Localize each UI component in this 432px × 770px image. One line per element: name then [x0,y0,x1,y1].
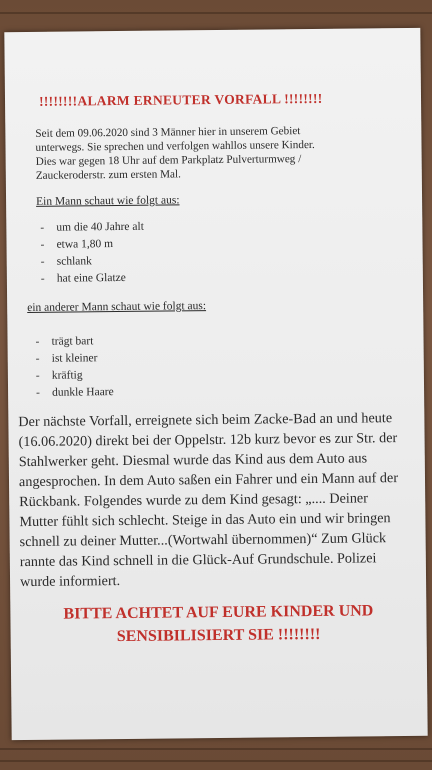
paper-flyer [4,28,427,740]
list-item: - kräftig [35,369,83,382]
body-line: angesprochen. In dem Auto saßen ein Fahrer und ein Mann auf der [18,470,399,491]
list-item: - trägt bart [35,335,94,348]
warning-line: BITTE ACHTET AUF EURE KINDER UND [63,602,374,623]
table-grain [0,748,432,750]
intro-line: unterwegs. Sie sprechen und verfolgen wahllos unsere Kinder. [35,138,315,154]
list-item: - schlank [40,255,92,268]
intro-line: Seit dem 09.06.2020 sind 3 Männer hier in unserem Gebiet [35,125,301,140]
list-item: - um die 40 Jahre alt [40,220,144,234]
list-item: - ist kleiner [35,352,98,365]
body-line: (16.06.2020) direkt bei der Oppelstr. 12b kurz bevor es zur Str. der [18,430,398,451]
body-line: Der nächste Vorfall, erreignete sich beim Zacke-Bad an und heute [18,410,393,431]
man1-heading: Ein Mann schaut wie folgt aus: [36,194,180,208]
flyer-title: !!!!!!!!ALARM ERNEUTER VORFALL !!!!!!!! [38,90,323,109]
warning-line: SENSIBILISIERT SIE !!!!!!!! [116,625,321,646]
intro-line: Zauckeroderstr. zum ersten Mal. [35,168,181,182]
body-line: Rückbank. Folgendes wurde zu dem Kind gesagt: „.... Deiner [19,490,368,511]
body-line: rannte das Kind schnell in die Glück-Auf Grundschule. Polizei [19,550,377,571]
intro-line: Dies war gegen 18 Uhr auf dem Parkplatz Pulverturmweg / [35,153,302,168]
list-item: - dunkle Haare [36,386,114,399]
body-line: Stahlwerker geht. Diesmal wurde das Kind aus dem Auto aus [18,450,368,471]
man2-heading: ein anderer Mann schaut wie folgt aus: [27,300,207,314]
list-item: - etwa 1,80 m [40,238,114,251]
list-item: - hat eine Glatze [40,271,126,285]
body-line: wurde informiert. [19,573,121,591]
body-line: Mutter fühlt sich schlecht. Steige in das Auto ein und wir bringen [19,510,391,531]
table-grain [0,12,432,14]
body-line: schnell zu deiner Mutter...(Wortwahl übernommen)“ Zum Glück [19,530,387,551]
table-grain [0,760,432,762]
